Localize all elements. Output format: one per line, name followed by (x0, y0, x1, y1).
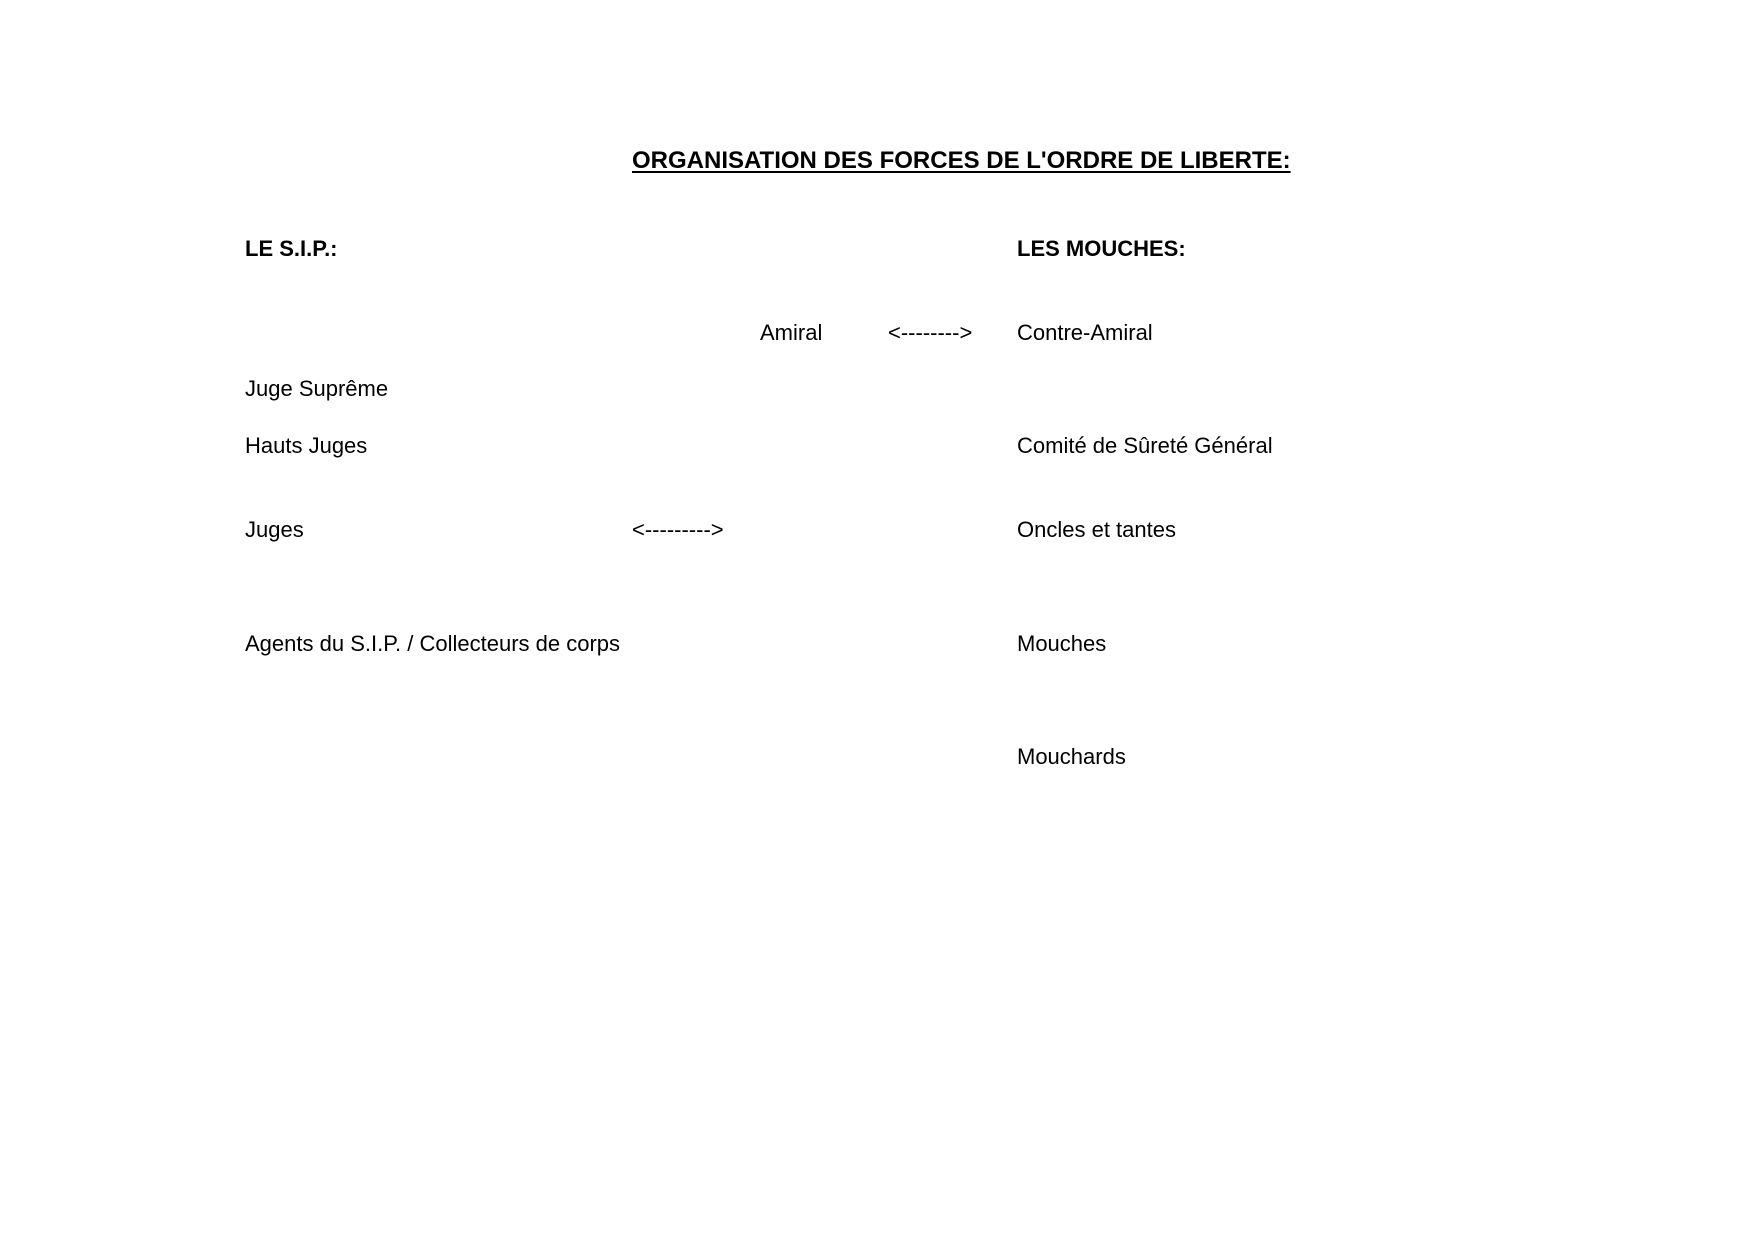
juges-label: Juges (245, 517, 304, 542)
amiral-label: Amiral (760, 320, 823, 345)
sip-heading: LE S.I.P.: (245, 236, 338, 261)
comite-surete-label: Comité de Sûreté Général (1017, 433, 1273, 458)
hauts-juges-label: Hauts Juges (245, 433, 368, 458)
contre-amiral-label: Contre-Amiral (1017, 320, 1153, 345)
mouchards-label: Mouchards (1017, 744, 1126, 769)
oncles-tantes-label: Oncles et tantes (1017, 517, 1176, 542)
mouches-label: Mouches (1017, 631, 1107, 656)
agents-sip-label: Agents du S.I.P. / Collecteurs de corps (245, 631, 621, 656)
document-title: ORGANISATION DES FORCES DE L'ORDRE DE LIBERTE: (632, 147, 1291, 174)
juges-arrow: <---------> (632, 517, 724, 542)
amiral-arrow: <--------> (888, 320, 973, 345)
mouches-heading: LES MOUCHES: (1017, 236, 1186, 261)
juge-supreme-label: Juge Suprême (245, 376, 389, 401)
